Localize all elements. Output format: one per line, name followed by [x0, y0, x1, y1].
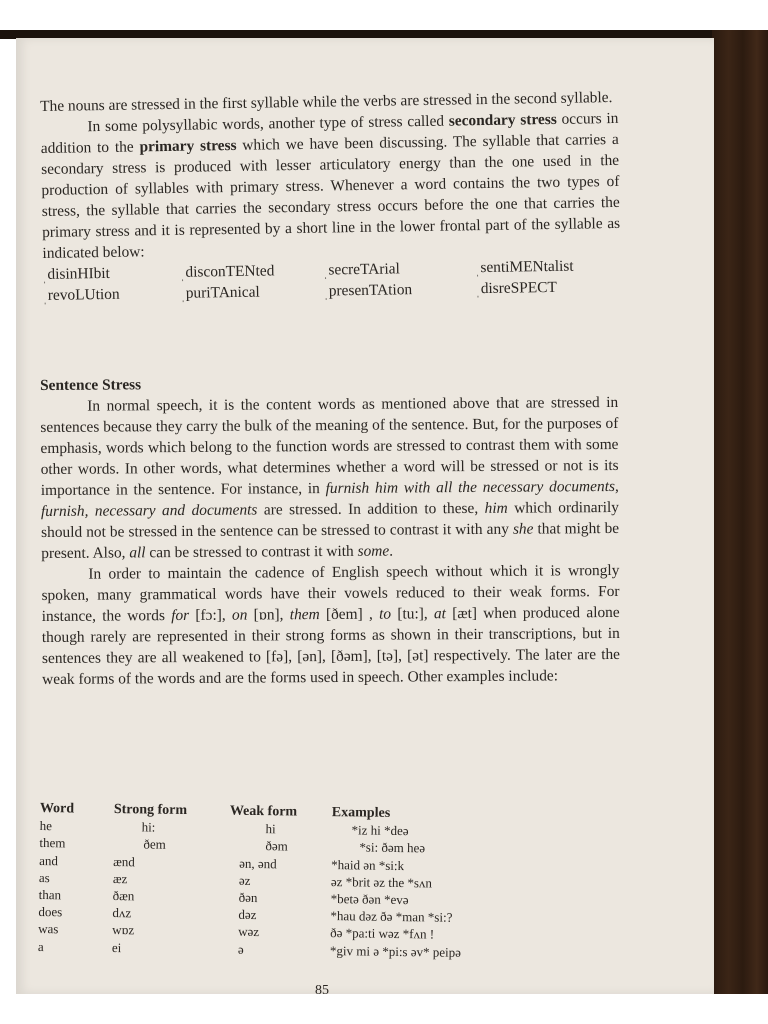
term-primary-stress: primary stress [139, 136, 237, 156]
paragraph-content-words: In normal speech, it is the content words as mentioned above that are stressed in sentences because they carry the bulk of the meaning of the sentence. But, for the purposes of emphasis, words which belong to the function words are stressed to contrast them with some other words. In other words, what determines whether a word will be stressed or not is its importance in the sentence. For instance, in furnish him with all the necessary documents, furnish, necessary and documents are stressed. In addition to these, him which ordinarily should not be stressed in the sentence can be stressed to contrast it with any she that might be present. Also, all can be stressed to contrast it with some. [40, 393, 620, 562]
column-header-strong-form: Strong form [113, 802, 188, 819]
cell-example: *haid ən *si:k [331, 856, 405, 873]
stress-example: ˌdisinHIbit [42, 264, 111, 284]
cell-weak-form: ðəm [265, 838, 288, 854]
paragraph-weak-forms: In order to maintain the cadence of English speech without which it is wrongly spoken, many grammatical words have their vowels reduced to their weak forms. For instance, the words for [fɔ:], on [ɒn], them [ðem] , to [tu:], at [æt] when produced alone though rarely are represented in their strong forms as shown in their transcriptions, but in sentences they are all weakened to [fə], [ən], [ðəm], [tə], [ət] respectively. The later are the weak forms of the words and are the forms used in speech. Other examples include: [41, 561, 621, 688]
cell-word: does [38, 904, 63, 920]
term-secondary-stress: secondary stress [448, 110, 557, 130]
cell-strong-form: ænd [113, 853, 135, 869]
stress-example: ˌsecreTArial [323, 260, 400, 280]
page-number: 85 [315, 983, 329, 998]
stress-example: ˌpuriTAnical [181, 283, 260, 303]
stress-example: ˌsentiMENtalist [475, 257, 574, 278]
cell-strong-form: ðem [143, 836, 166, 853]
stress-example: ˌpresenTAtion [324, 281, 413, 301]
cell-strong-form: ðæn [112, 887, 135, 904]
section-heading: Sentence Stress [40, 376, 142, 394]
cell-strong-form: æz [112, 870, 128, 886]
cell-example: *betə ðən *evə [330, 891, 409, 908]
cell-weak-form: ən, ənd [239, 855, 277, 871]
paragraph-secondary-stress: In some polysyllabic words, another type of stress called secondary stress occurs in addition to the primary stress which we have been discussing. The syllable that carries a secondary stress is produced with lesser articulatory energy than the one used in the production of syllables with primary stress. Whenever a word contains the two types of stress, the syllable that carries the secondary stress occurs before the one that carries the primary stress and it is represented by a short line in the lower frontal part of the syllable as indicated below: [40, 109, 621, 262]
stress-example: ˌdisreSPECT [476, 278, 557, 299]
upper-text-block [40, 87, 621, 306]
cell-word: a [37, 938, 44, 954]
cell-example: *iz hi *deə [351, 822, 409, 839]
cell-weak-form: dəz [238, 906, 257, 923]
weak-forms-table [38, 800, 510, 961]
cell-word: he [39, 818, 53, 834]
stress-example: ˌrevoLUtion [43, 285, 120, 305]
cell-weak-form: hi [265, 821, 276, 837]
cell-strong-form: dʌz [112, 905, 132, 921]
column-header-examples: Examples [331, 805, 391, 821]
sentence-stress-section [40, 371, 620, 690]
cell-example: *si: ðəm heə [359, 839, 426, 856]
cell-word: them [39, 835, 66, 851]
cell-weak-form: ə [237, 941, 244, 957]
cell-example: ðə *pa:ti wəz *fʌn ! [330, 925, 435, 942]
stress-example: ˌdisconTENted [180, 262, 275, 282]
cell-weak-form: ðən [238, 889, 258, 905]
cell-example: *giv mi ə *pi:s əv* peipə [329, 942, 462, 960]
cell-word: as [38, 869, 50, 885]
paragraph-nouns-verbs: The nouns are stressed in the first syllable while the verbs are stressed in the second syllable. [40, 89, 613, 115]
cell-word: than [38, 886, 62, 903]
cell-weak-form: əz [238, 872, 251, 888]
cell-example: əz *brit əz the *sʌn [330, 873, 433, 891]
cell-word: and [39, 852, 59, 868]
bottom-border [0, 994, 768, 1024]
table-body [38, 817, 510, 961]
cell-weak-form: wəz [238, 924, 260, 940]
cell-word: was [38, 921, 59, 937]
wood-background [712, 30, 768, 996]
column-header-weak-form: Weak form [229, 803, 298, 820]
cell-strong-form: ei [111, 939, 122, 955]
column-header-word: Word [39, 800, 75, 817]
cell-strong-form: wɒz [112, 922, 135, 938]
cell-strong-form: hi: [141, 819, 156, 835]
cell-example: *hau dəz ðə *man *si:? [330, 908, 453, 925]
